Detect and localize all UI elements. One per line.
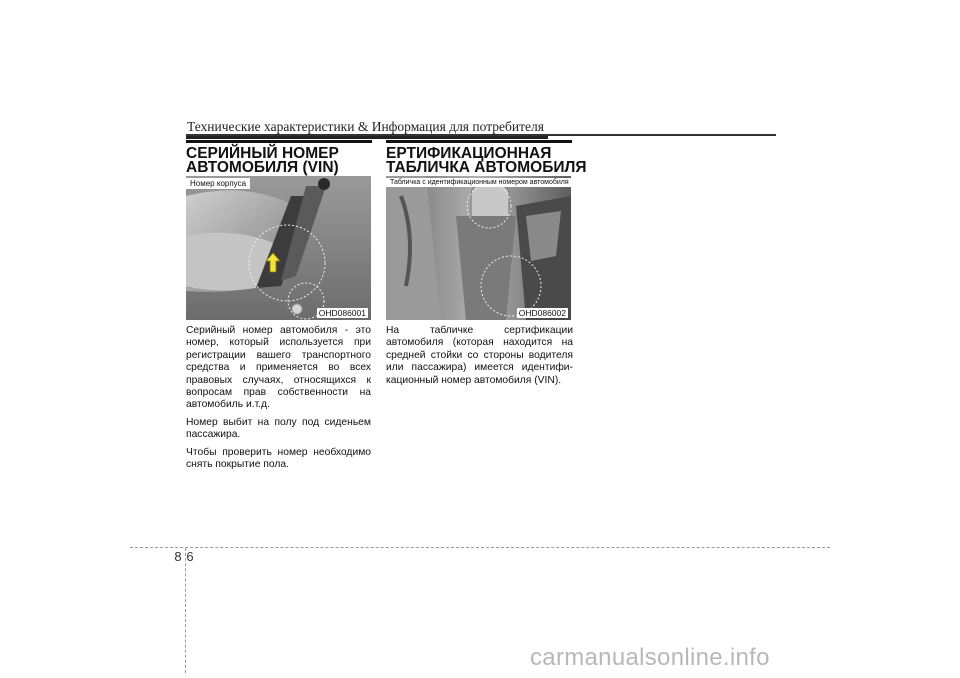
vin-location-photo — [186, 176, 371, 320]
left-paragraph-2: Номер выбит на полу под сиденьем пассажира. — [186, 416, 371, 441]
cert-label-photo — [386, 176, 571, 320]
chapter-number: 8 — [174, 549, 182, 564]
vin-photo-code: OHD086001 — [318, 308, 366, 318]
cert-photo-code: OHD086002 — [518, 308, 566, 318]
footer-divider — [130, 547, 830, 548]
cert-photo-label: Табличка с идентификационным номером автомобиля — [386, 178, 571, 187]
left-paragraph-1: Серийный номер автомобиля - это номер, который используется при регистрации вашего транспортного средства и применяется во всех правовых случаях, относящихся к вопросам прав собственности на автомобиль и.т.д. — [186, 325, 371, 411]
left-heading-bar — [186, 140, 372, 143]
cert-photo-illustration — [386, 176, 571, 320]
right-heading — [386, 147, 587, 175]
left-body — [186, 325, 371, 476]
header-title: Технические характеристики & Информация для потребителя — [187, 119, 544, 134]
page-number — [172, 549, 196, 564]
left-paragraph-3: Чтобы проверить номер необходимо снять покрытие пола. — [186, 446, 371, 471]
vin-photo-illustration — [186, 176, 371, 320]
right-paragraph-1: На табличке сертификации автомобиля (которая находится на средней стойки со стороны водителя или пассажира) имеется идентифи-кационный номер автомобиля (VIN). — [386, 325, 573, 386]
left-heading-line2: АВТОМОБИЛЯ (VIN) — [186, 159, 339, 176]
right-heading-line1: ЕРТИФИКАЦИОННАЯ — [386, 145, 552, 162]
footer-vertical-divider — [185, 548, 186, 673]
watermark: carmanualsonline.info — [530, 644, 770, 671]
right-body — [386, 325, 573, 392]
left-heading — [186, 147, 339, 175]
right-heading-line2: ТАБЛИЧКА АВТОМОБИЛЯ — [386, 159, 587, 176]
left-heading-line1: СЕРИЙНЫЙ НОМЕР — [186, 145, 339, 162]
right-heading-bar — [386, 140, 572, 143]
vin-photo-label: Номер корпуса — [186, 178, 250, 189]
page-index: 6 — [186, 549, 194, 564]
header-bar — [186, 136, 548, 139]
